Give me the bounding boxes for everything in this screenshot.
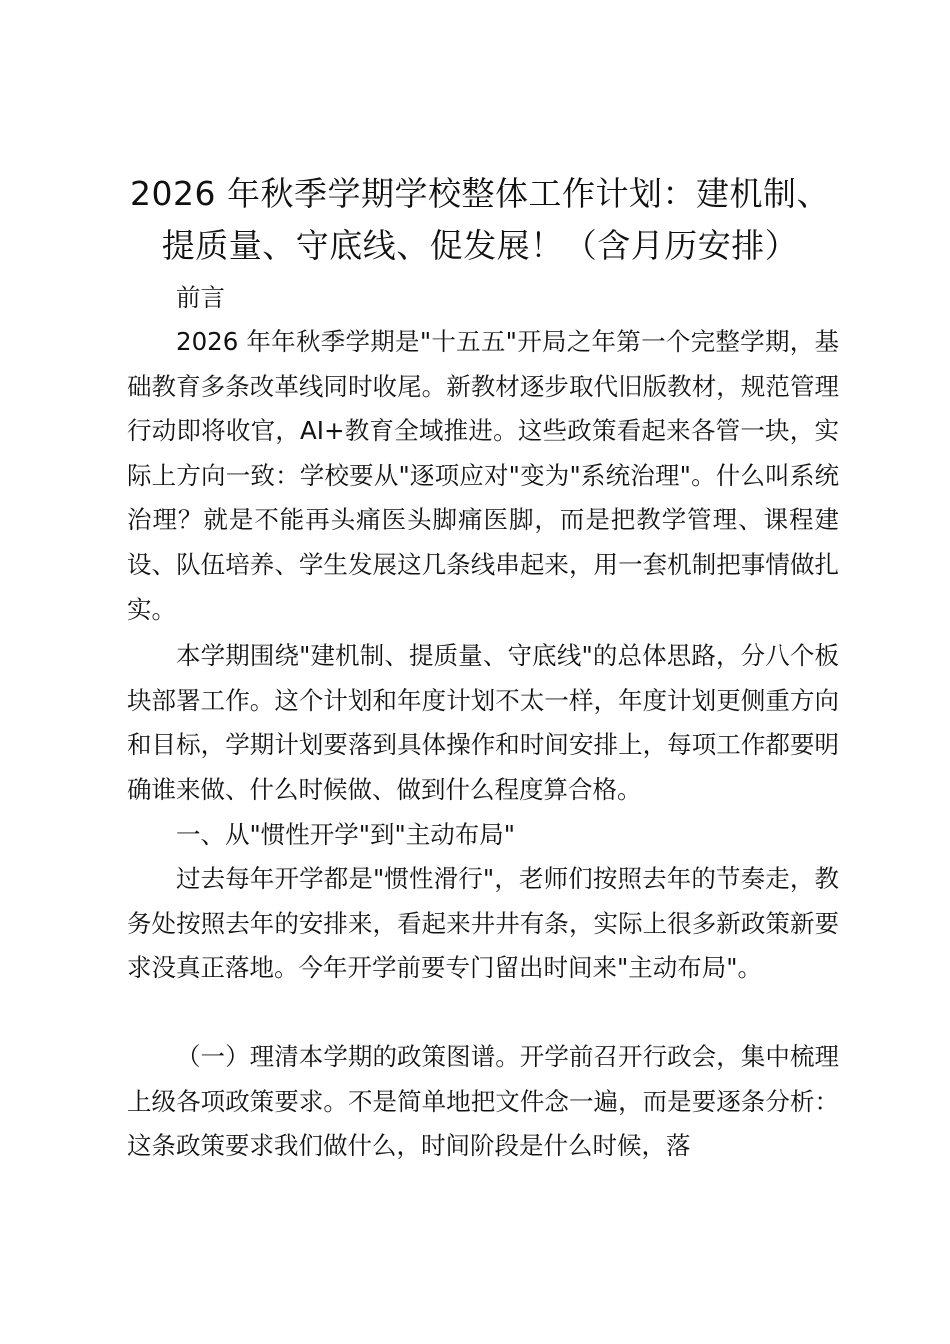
- body-paragraph-1: 2026 年年秋季学期是"十五五"开局之年第一个完整学期，基础教育多条改革线同时收尾。新教材逐步取代旧版教材，规范管理行动即将收官，AI+教育全域推进。这些政策看起来各管一块，实际上方向一致：学校要从"逐项应对"变为"系统治理"。什么叫系统治理？就是不能再头痛医头脚痛医脚，而是把教学管理、课程建设、队伍培养、学生发展这几条线串起来，用一套机制把事情做扎实。: [127, 327, 839, 624]
- body-paragraph-4: （一）理清本学期的政策图谱。开学前召开行政会，集中梳理上级各项政策要求。不是简单地把文件念一遍，而是要逐条分析：这条政策要求我们做什么，时间阶段是什么时候，落: [127, 1042, 839, 1161]
- body-paragraph-3: 过去每年开学都是"惯性滑行"，老师们按照去年的节奏走，教务处按照去年的安排来，看起来井井有条，实际上很多新政策新要求没真正落地。今年开学前要专门留出时间来"主动布局"。: [127, 864, 839, 983]
- body-paragraph-2: 本学期围绕"建机制、提质量、守底线"的总体思路，分八个板块部署工作。这个计划和年度计划不太一样，年度计划更侧重方向和目标，学期计划要落到具体操作和时间安排上，每项工作都要明确谁来做、什么时候做、做到什么程度算合格。: [127, 641, 839, 804]
- document-title-line-2: 提质量、守底线、促发展！（含月历安排）: [161, 226, 799, 265]
- section-heading-1: 一、从"惯性开学"到"主动布局": [176, 820, 516, 849]
- document-title-line-1: 2026 年秋季学期学校整体工作计划：建机制、: [130, 174, 830, 213]
- preface-heading: 前言: [176, 283, 225, 312]
